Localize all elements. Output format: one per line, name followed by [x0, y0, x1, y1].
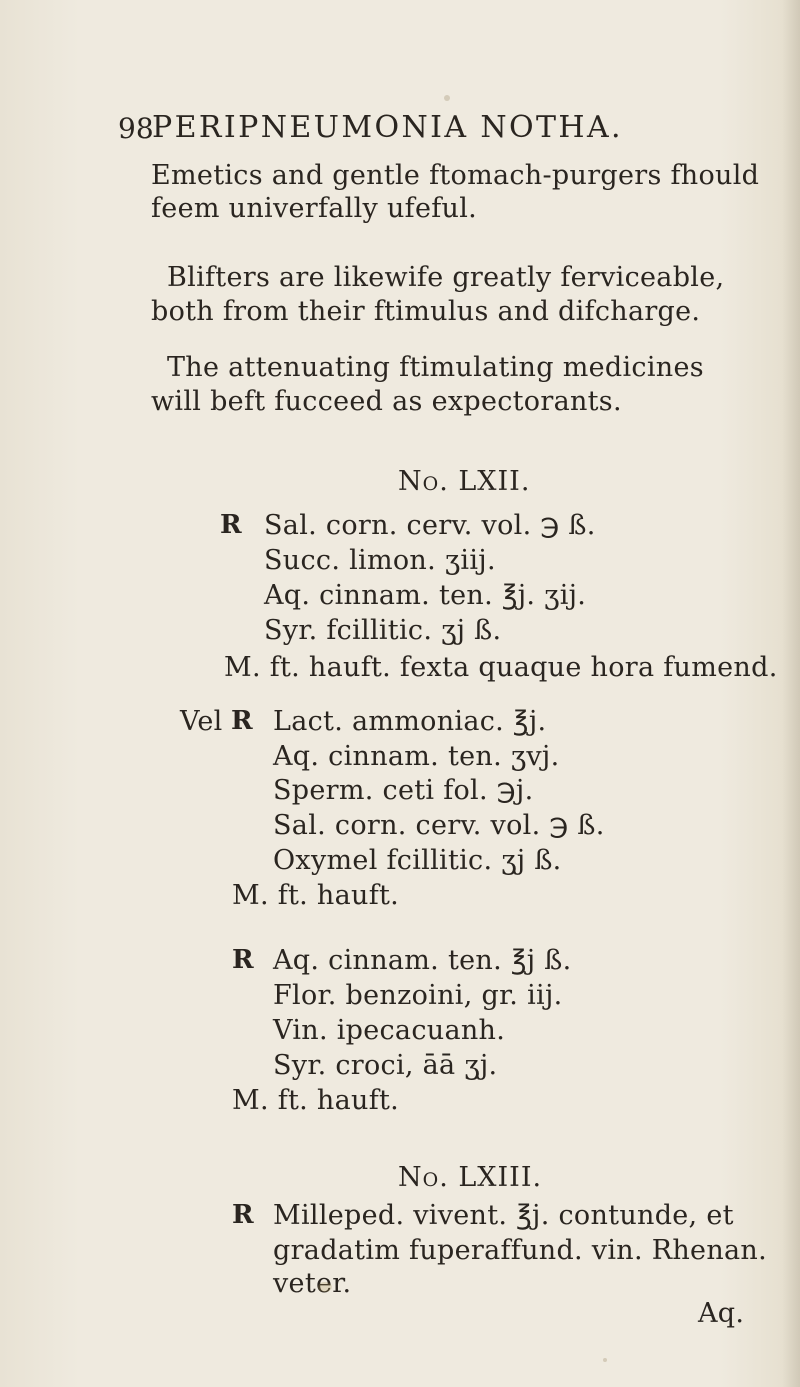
paper-spot [444, 95, 450, 101]
recipe-line: Sal. corn. cerv. vol. ℈ ß. [273, 810, 605, 841]
paragraph-line: Blifters are likewife greatly ferviceable, [167, 262, 725, 293]
paragraph-line: Emetics and gentle ftomach-purgers fhould [151, 160, 760, 191]
paper-spot [318, 1282, 332, 1292]
recipe-line: Aq. cinnam. ten. ʒvj. [273, 741, 560, 772]
page-edge-shadow [782, 0, 800, 1387]
recipe-method: M. ft. hauft. fexta quaque hora fumend. [224, 652, 778, 683]
page-number: 98 [118, 112, 154, 145]
recipe-number: No. LXIII. [398, 1162, 543, 1193]
recipe-line: Flor. benzoini, gr. iij. [273, 980, 563, 1011]
paragraph-line: The attenuating ftimulating medicines [167, 352, 704, 383]
paper-spot [603, 1358, 607, 1362]
recipe-line: Milleped. vivent. ℥j. contunde, et [273, 1200, 734, 1231]
rx-symbol: R [220, 510, 242, 540]
recipe-number: No. LXII. [398, 466, 531, 497]
paragraph-line: feem univerfally ufeful. [151, 193, 478, 224]
recipe-line: Aq. cinnam. ten. ℥j. ʒij. [264, 580, 587, 611]
rx-symbol: R [232, 945, 254, 975]
recipe-line: Lact. ammoniac. ℥j. [273, 706, 547, 737]
recipe-line: Aq. cinnam. ten. ℥j ß. [273, 945, 572, 976]
paragraph-line: both from their ftimulus and difcharge. [151, 296, 701, 327]
recipe-line: gradatim fuperaffund. vin. Rhenan. [273, 1235, 767, 1266]
catchword: Aq. [698, 1298, 745, 1329]
recipe-line: veter. [273, 1268, 352, 1299]
recipe-prefix: Vel [180, 706, 223, 737]
paragraph-line: will beft fucceed as expectorants. [151, 386, 622, 417]
recipe-line: Syr. fcillitic. ʒj ß. [264, 615, 502, 646]
recipe-line: Syr. croci, āā ʒj. [273, 1050, 498, 1081]
recipe-line: Oxymel fcillitic. ʒj ß. [273, 845, 562, 876]
recipe-line: Sperm. ceti fol. ℈j. [273, 775, 534, 806]
recipe-method: M. ft. hauft. [232, 1085, 400, 1116]
recipe-line: Vin. ipecacuanh. [273, 1015, 506, 1046]
rx-symbol: R [231, 706, 253, 736]
running-title: PERIPNEUMONIA NOTHA. [152, 110, 623, 145]
recipe-line: Succ. limon. ʒiij. [264, 545, 496, 576]
recipe-method: M. ft. hauft. [232, 880, 400, 911]
recipe-line: Sal. corn. cerv. vol. ℈ ß. [264, 510, 596, 541]
rx-symbol: R [232, 1200, 254, 1230]
